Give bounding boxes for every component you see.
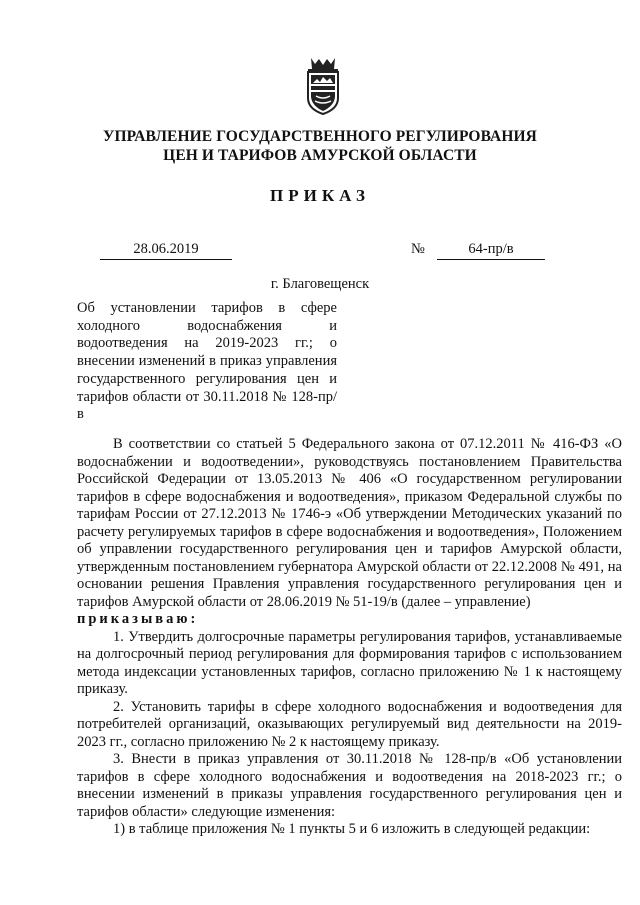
document-body <box>77 436 622 839</box>
organization-name-line2: ЦЕН И ТАРИФОВ АМУРСКОЙ ОБЛАСТИ <box>163 147 477 164</box>
preamble-paragraph: В соответствии со статьей 5 Федерального закона от 07.12.2011 № 416-ФЗ «О водоснабжении и водоотведении», руководствуясь постановлением Правительства Российской Федерации от 13.05.2013 № 406 «О государственном регулировании тарифов в сфере водоснабжения и водоотведения», приказом Федеральной службы по тарифам России от 27.12.2013 № 1746-э «Об утверждении Методических указаний по расчету регулируемых тарифов в сфере водоснабжения и водоотведения», Положением об управлении государственного регулирования цен и тарифов Амурской области, утвержденным постановлением губернатора Амурской области от 22.12.2008 № 491, на основании решения Правления управления государственного регулирования цен и тарифов Амурской области от 28.06.2019 № 51-19/в (далее – управление) <box>77 436 622 610</box>
document-number: 64-пр/в <box>437 241 545 260</box>
coat-of-arms-icon <box>303 56 343 116</box>
document-date: 28.06.2019 <box>100 241 232 260</box>
organization-name-line1: УПРАВЛЕНИЕ ГОСУДАРСТВЕННОГО РЕГУЛИРОВАНИЯ <box>103 128 537 145</box>
document-type-title: ПРИКАЗ <box>270 186 370 205</box>
number-sign: № <box>411 241 425 257</box>
document-city: г. Благовещенск <box>270 276 370 292</box>
order-item-3: 3. Внести в приказ управления от 30.11.2018 № 128-пр/в «Об установлении тарифов в сфере холодного водоснабжения и водоотведения на 2018-2023 гг.; о внесении изменений в приказы управления государственного регулирования цен и тарифов области» следующие изменения: <box>77 751 622 820</box>
order-item-2: 2. Установить тарифы в сфере холодного водоснабжения и водоотведения для потребителей организаций, оказывающих регулируемый вид деятельности на 2019-2023 гг., согласно приложению № 2 к настоящему приказу. <box>77 698 622 750</box>
order-item-1: 1. Утвердить долгосрочные параметры регулирования тарифов, устанавливаемые на долгосрочный период регулирования для формирования тарифов с использованием метода индексации установленных тарифов, согласно приложению № 1 к настоящему приказу. <box>77 628 622 697</box>
document-subject: Об установлении тарифов в сфере холодного водоснабжения и водоотведения на 2019-2023 гг.; о внесении изменений в приказ управления государственного регулирования цен и тарифов области от 30.11.2018 № 128-пр/в <box>77 300 337 423</box>
order-word: приказываю: <box>77 611 199 627</box>
order-item-3-sub-1: 1) в таблице приложения № 1 пункты 5 и 6 изложить в следующей редакции: <box>113 821 591 837</box>
